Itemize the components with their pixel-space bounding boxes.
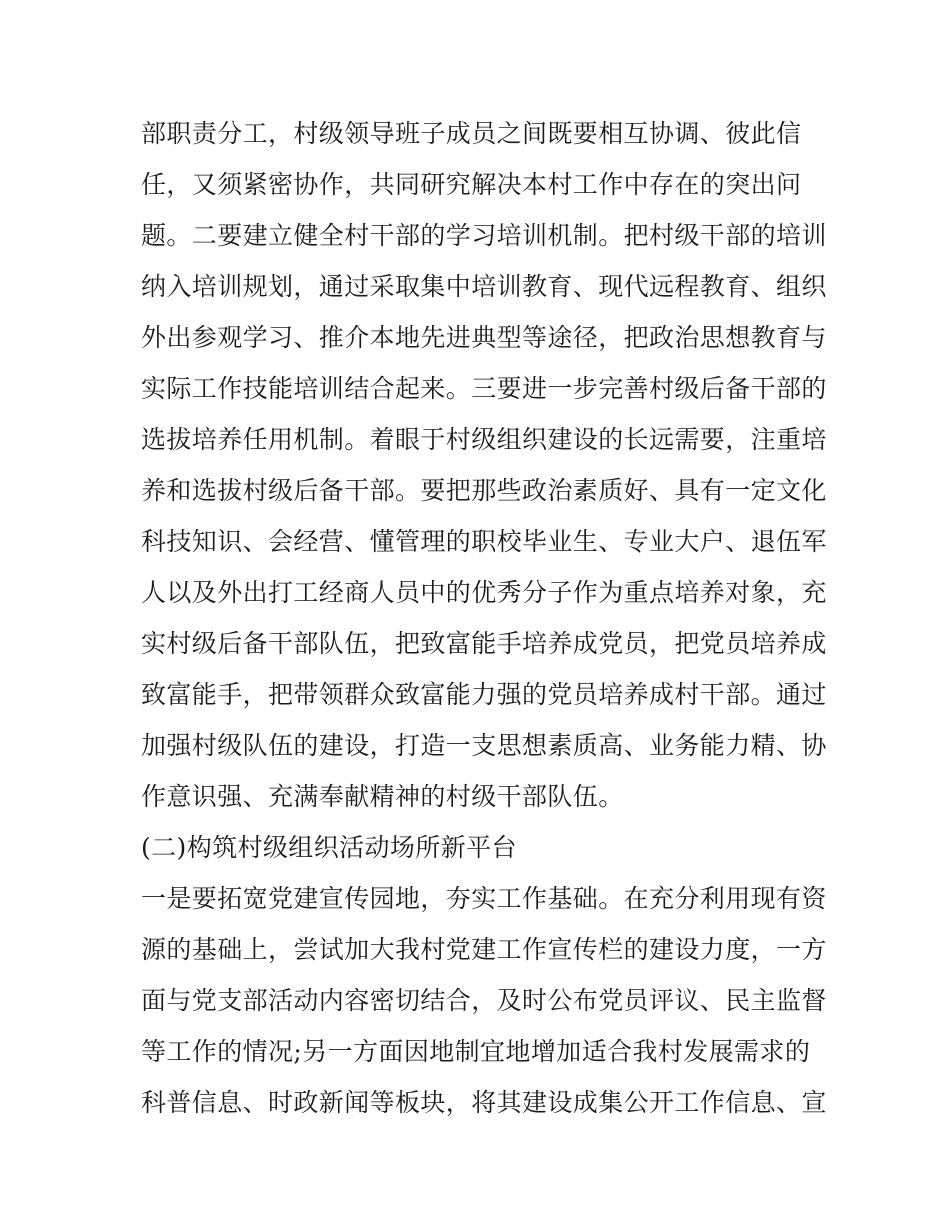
text-line: 实村级后备干部队伍，把致富能手培养成党员，把党员培养成 xyxy=(141,629,827,658)
text-line: 人以及外出打工经商人员中的优秀分子作为重点培养对象，充 xyxy=(141,578,827,607)
text-line: 致富能手，把带领群众致富能力强的党员培养成村干部。通过 xyxy=(141,680,827,709)
text-line: 源的基础上，尝试加大我村党建工作宣传栏的建设力度，一方 xyxy=(141,935,827,964)
text-line: 等工作的情况;另一方面因地制宜地增加适合我村发展需求的 xyxy=(141,1037,811,1066)
text-line: 外出参观学习、推介本地先进典型等途径，把政治思想教育与 xyxy=(141,323,827,352)
text-line: 养和选拔村级后备干部。要把那些政治素质好、具有一定文化 xyxy=(141,476,827,505)
body-text xyxy=(141,108,827,1128)
text-line: 作意识强、充满奉献精神的村级干部队伍。 xyxy=(141,782,624,811)
text-line: 加强村级队伍的建设，打造一支思想素质高、业务能力精、协 xyxy=(141,731,827,760)
text-line: 一是要拓宽党建宣传园地，夯实工作基础。在充分利用现有资 xyxy=(141,884,827,913)
text-line: 科技知识、会经营、懂管理的职校毕业生、专业大户、退伍军 xyxy=(141,527,827,556)
text-line: 科普信息、时政新闻等板块，将其建设成集公开工作信息、宣 xyxy=(141,1088,827,1117)
text-line: 实际工作技能培训结合起来。三要进一步完善村级后备干部的 xyxy=(141,374,827,403)
text-line: 纳入培训规划，通过采取集中培训教育、现代远程教育、组织 xyxy=(141,272,827,301)
text-line: 部职责分工，村级领导班子成员之间既要相互协调、彼此信 xyxy=(141,119,802,148)
text-line: 面与党支部活动内容密切结合，及时公布党员评议、民主监督 xyxy=(141,986,827,1015)
text-line: 题。二要建立健全村干部的学习培训机制。把村级干部的培训 xyxy=(141,221,827,250)
text-line: 任，又须紧密协作，共同研究解决本村工作中存在的突出问 xyxy=(141,170,802,199)
text-line: 选拔培养任用机制。着眼于村级组织建设的长远需要，注重培 xyxy=(141,425,827,454)
section-heading: (二)构筑村级组织活动场所新平台 xyxy=(141,833,517,862)
